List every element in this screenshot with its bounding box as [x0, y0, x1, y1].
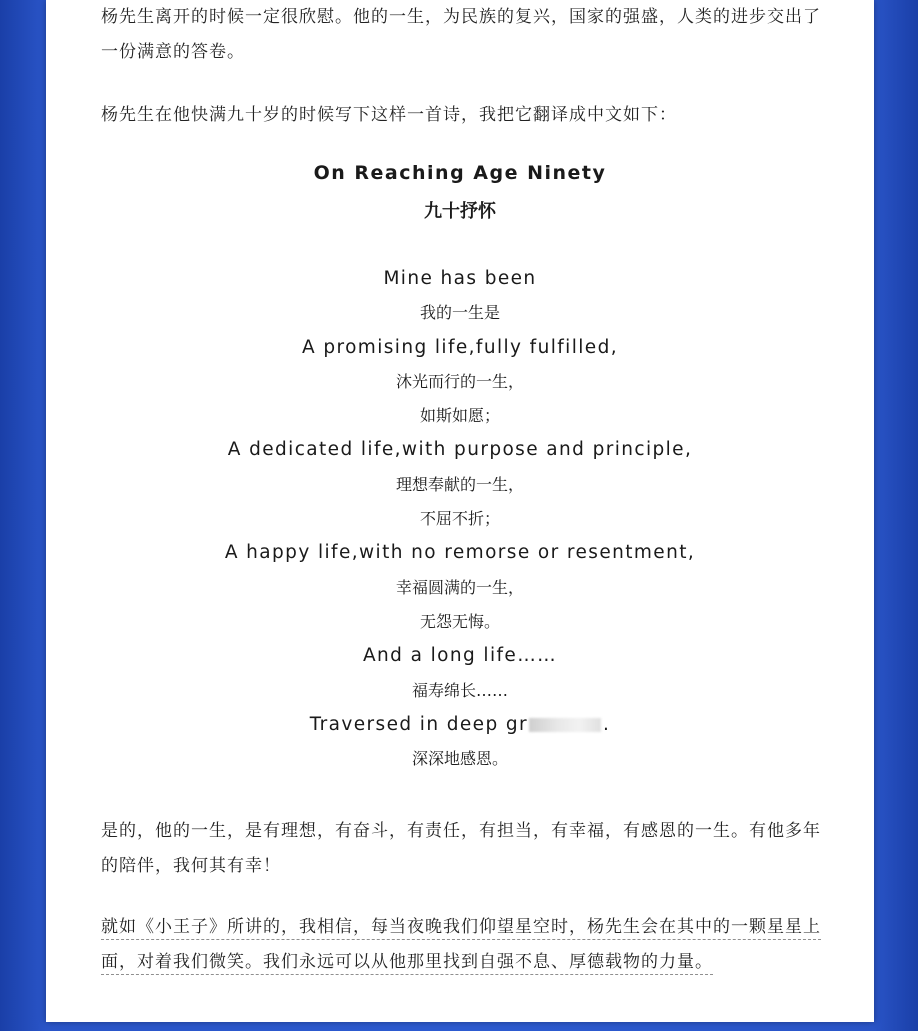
- poem-title-english: On Reaching Age Ninety: [313, 162, 607, 184]
- poem-line: And a long life……: [362, 645, 557, 667]
- poem-lines: [46, 262, 874, 776]
- poem-line: Traversed in deep gr .: [309, 713, 611, 735]
- poem-line: 不屈不折；: [419, 509, 500, 529]
- poem-line: 如斯如愿；: [419, 406, 500, 426]
- closing-text: 就如《小王子》所讲的，我相信，每当夜晚我们仰望星空时，杨先生会在其中的一颗星星上面，对着我们微笑。我们永远可以从他那里找到自强不息、厚德载物的力量。: [101, 917, 821, 975]
- poem-line: Mine has been: [383, 268, 537, 289]
- paragraph-closing: [101, 910, 831, 980]
- poem-line: A dedicated life,with purpose and principle,: [227, 439, 693, 461]
- poem-line: 深深地感恩。: [411, 749, 508, 769]
- poem-line: 无怨无悔。: [419, 611, 500, 631]
- poem-line: 沐光而行的一生，: [395, 371, 524, 391]
- poem-line: A happy life,with no remorse or resentment,: [224, 542, 696, 564]
- paragraph-intro: 杨先生离开的时候一定很欣慰。他的一生，为民族的复兴，国家的强盛，人类的进步交出了一份满意的答卷。: [101, 7, 821, 62]
- poem-line: 我的一生是: [419, 303, 500, 323]
- blurred-text-overlay: [529, 718, 601, 732]
- poem-line: 理想奉献的一生，: [395, 474, 524, 494]
- poem-line: 幸福圆满的一生，: [395, 577, 524, 597]
- poem-line: 福寿绵长……: [411, 680, 508, 700]
- paragraph-poem-lead: 杨先生在他快满九十岁的时候写下这样一首诗，我把它翻译成中文如下：: [101, 105, 677, 125]
- poem-title-chinese: 九十抒怀: [424, 201, 496, 222]
- document-page: [46, 0, 874, 1022]
- paragraph-reflection: 是的，他的一生，是有理想，有奋斗，有责任，有担当，有幸福，有感恩的一生。有他多年的陪伴，我何其有幸！: [101, 821, 821, 876]
- poem-line: A promising life,fully fulfilled,: [301, 336, 618, 358]
